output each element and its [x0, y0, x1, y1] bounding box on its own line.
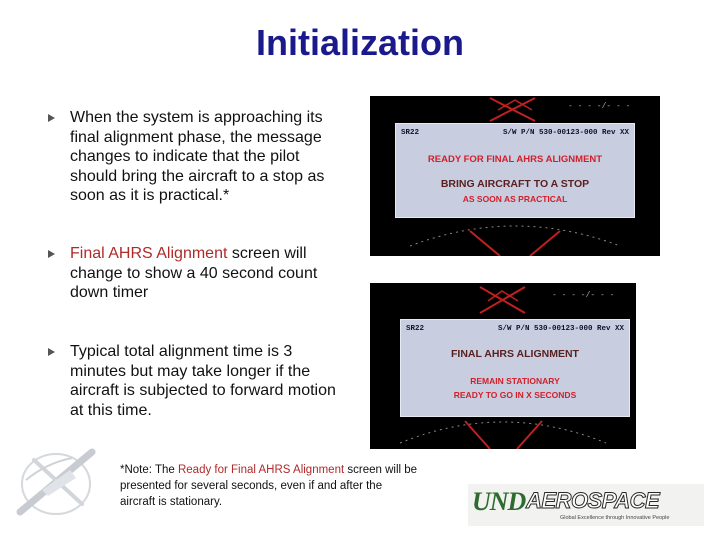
header-row	[406, 325, 624, 333]
message-panel	[395, 123, 635, 218]
message-panel	[400, 319, 630, 417]
bullet-item-3	[48, 342, 348, 420]
message-line-3: AS SOON AS PRACTICAL	[462, 194, 568, 204]
ahrs-screen-final	[370, 283, 636, 449]
note-suffix: screen will be presented for several seconds, even if and after the aircraft is stationary.	[120, 464, 418, 508]
und-aerospace-logo	[468, 484, 704, 526]
bullet-text-1: When the system is approaching its final alignment phase, the message changes to indicate that the pilot should bring the aircraft to a stop as soon as it is practical.*	[70, 109, 325, 204]
bullet-highlight-2: Final AHRS Alignment	[70, 245, 228, 262]
note-highlight: Ready for Final AHRS Alignment	[177, 464, 345, 476]
bullet-text-3: Typical total alignment time is 3 minutes but may take longer if the aircraft is subjected to forward motion at this time.	[70, 343, 336, 419]
message-line-1: FINAL AHRS ALIGNMENT	[451, 348, 579, 360]
model-label: SR22	[406, 325, 425, 333]
svg-text:- - - -/- - -: - - - -/- - -	[552, 291, 615, 300]
aircraft-watermark-icon	[12, 440, 108, 524]
logo-tagline: Global Excellence through Innovative People	[560, 515, 670, 521]
part-number-label: S/W P/N 530-00123-000 Rev XX	[497, 325, 624, 333]
header-row	[401, 129, 629, 137]
logo-aerospace-text: AEROSPACE	[526, 488, 660, 513]
bullet-arrow-icon	[48, 250, 55, 258]
model-label: SR22	[401, 129, 420, 137]
footnote	[120, 462, 420, 510]
bullet-item-2	[48, 244, 348, 303]
note-prefix: *Note: The	[120, 464, 178, 476]
logo-und-text: UND	[472, 487, 526, 516]
bullet-text-2: screen will change to show a 40 second count down timer	[70, 245, 318, 301]
message-line-3: READY TO GO IN X SECONDS	[453, 390, 577, 400]
bullet-arrow-icon	[48, 348, 55, 356]
ahrs-screen-ready	[370, 96, 660, 256]
message-line-2: REMAIN STATIONARY	[470, 376, 560, 386]
message-line-1: READY FOR FINAL AHRS ALIGNMENT	[427, 154, 603, 165]
message-line-2: BRING AIRCRAFT TO A STOP	[440, 178, 590, 190]
part-number-label: S/W P/N 530-00123-000 Rev XX	[502, 129, 629, 137]
slide-title: Initialization	[255, 22, 464, 63]
svg-text:- - - -/- - -: - - - -/- - -	[568, 102, 631, 111]
bullet-arrow-icon	[48, 114, 55, 122]
bullet-item-1	[48, 108, 348, 206]
